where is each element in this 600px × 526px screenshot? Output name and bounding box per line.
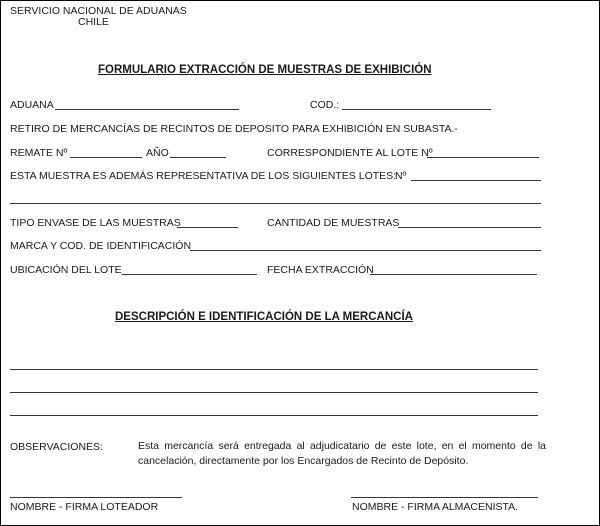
aduana-label: ADUANA [10,99,54,111]
ubicacion-label: UBICACIÓN DEL LOTE [10,264,122,276]
remate-label: REMATE Nº [10,147,68,159]
cantidad-label: CANTIDAD DE MUESTRAS [267,217,400,229]
loteador-signature-line[interactable] [10,497,182,498]
agency-name: SERVICIO NACIONAL DE ADUANAS [10,5,187,17]
aduana-field[interactable] [55,109,239,110]
observaciones-label: OBSERVACIONES: [10,441,103,453]
remate-field[interactable] [70,157,142,158]
lote-field[interactable] [427,157,539,158]
description-line[interactable] [10,415,538,416]
form-title: FORMULARIO EXTRACCIÓN DE MUESTRAS DE EXHIBICIÓN [98,64,432,76]
almacenista-signature-line[interactable] [351,497,538,498]
fecha-field[interactable] [370,274,537,275]
marca-field[interactable] [190,250,541,251]
marca-label: MARCA Y COD. DE IDENTIFICACIÓN [10,240,192,252]
cod-label: COD.: [310,99,340,111]
representativa-text: ESTA MUESTRA ES ADEMÁS REPRESENTATIVA DE LOS SIGUIENTES LOTES: [10,170,397,182]
observaciones-text: Esta mercancía será entregada al adjudicatario de este lote, en el momento de la cancelación, directamente por los Encargados de Recinto de Depósito. [138,440,546,467]
lotes-field-continued[interactable] [10,203,541,204]
tipo-envase-label: TIPO ENVASE DE LAS MUESTRAS [10,217,181,229]
anio-field[interactable] [170,157,226,158]
fecha-label: FECHA EXTRACCIÓN [267,264,374,276]
loteador-signature-label: NOMBRE - FIRMA LOTEADOR [10,501,159,513]
numero-label: Nº [395,170,407,182]
tipo-envase-field[interactable] [177,227,238,228]
cantidad-field[interactable] [398,227,541,228]
description-line[interactable] [10,392,538,393]
country-name: CHILE [78,16,109,28]
almacenista-signature-label: NOMBRE - FIRMA ALMACENISTA. [352,501,519,513]
retiro-text: RETIRO DE MERCANCÍAS DE RECINTOS DE DEPOSITO PARA EXHIBICIÓN EN SUBASTA.- [10,123,458,135]
lotes-field[interactable] [411,180,541,181]
anio-label: AÑO [146,147,169,159]
correspondiente-label: CORRESPONDIENTE AL LOTE Nº [267,147,433,159]
description-line[interactable] [10,369,538,370]
section-title: DESCRIPCIÓN E IDENTIFICACIÓN DE LA MERCANCÍA [115,311,413,323]
cod-field[interactable] [342,109,491,110]
ubicacion-field[interactable] [122,274,257,275]
